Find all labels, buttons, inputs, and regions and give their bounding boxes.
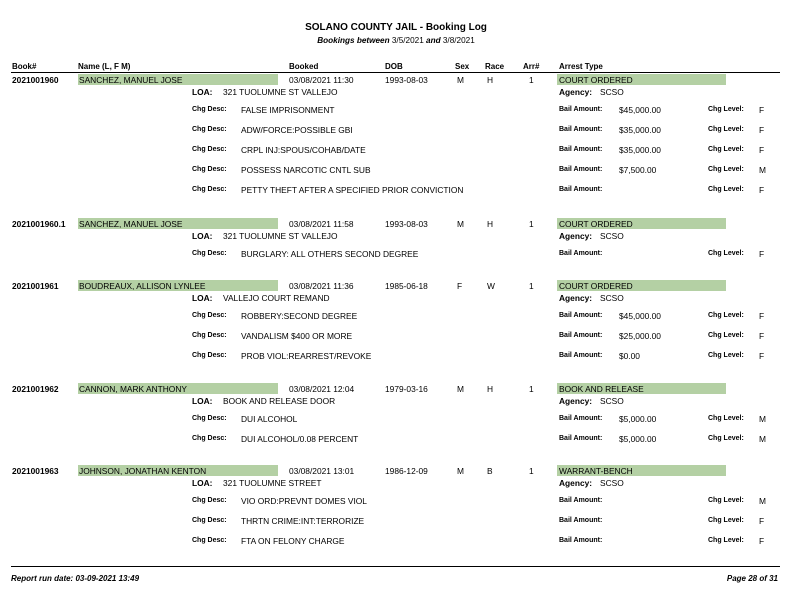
arrest-type: COURT ORDERED [559, 281, 633, 291]
chg-desc-value: DUI ALCOHOL [241, 414, 298, 424]
col-header-booked: Booked [289, 62, 319, 71]
agency-value: SCSO [600, 87, 624, 97]
footer-rule [11, 566, 780, 567]
dob: 1993-08-03 [385, 75, 428, 85]
chg-level-label: Chg Level: [708, 352, 744, 359]
inmate-name: SANCHEZ, MANUEL JOSE [79, 75, 183, 85]
chg-level-label: Chg Level: [708, 332, 744, 339]
chg-desc-value: FTA ON FELONY CHARGE [241, 536, 345, 546]
chg-level-value: F [759, 311, 765, 321]
chg-desc-value: PETTY THEFT AFTER A SPECIFIED PRIOR CONVICTION [241, 185, 464, 195]
race: W [487, 281, 495, 291]
chg-desc-value: POSSESS NARCOTIC CNTL SUB [241, 165, 371, 175]
chg-desc-value: THRTN CRIME:INT:TERRORIZE [241, 516, 365, 526]
arrest-type-highlight [557, 280, 726, 291]
arrest-type: WARRANT-BENCH [559, 466, 633, 476]
chg-desc-label: Chg Desc: [192, 250, 227, 257]
end-date: 3/8/2021 [442, 36, 475, 45]
chg-level-value: F [759, 185, 765, 195]
bail-amount-label: Bail Amount: [559, 146, 603, 153]
bail-amount-value: $5,000.00 [619, 414, 657, 424]
booked-datetime: 03/08/2021 12:04 [289, 384, 355, 394]
loa-label: LOA: [192, 231, 213, 241]
sex: M [457, 219, 464, 229]
arrest-type-highlight [557, 218, 726, 229]
chg-level-label: Chg Level: [708, 435, 744, 442]
chg-desc-value: CRPL INJ:SPOUS/COHAB/DATE [241, 145, 366, 155]
chg-level-value: F [759, 331, 765, 341]
chg-desc-value: VIO ORD:PREVNT DOMES VIOL [241, 496, 367, 506]
booked-datetime: 03/08/2021 11:36 [289, 281, 354, 291]
agency-label: Agency: [559, 396, 593, 406]
arrest-number: 1 [529, 384, 534, 394]
chg-desc-value: DUI ALCOHOL/0.08 PERCENT [241, 434, 359, 444]
chg-level-value: F [759, 105, 765, 115]
booking-record [0, 466, 792, 546]
bail-amount-value: $35,000.00 [619, 125, 661, 135]
chg-desc-label: Chg Desc: [192, 312, 227, 319]
chg-level-label: Chg Level: [708, 146, 744, 153]
arrest-type-highlight [557, 465, 726, 476]
bail-amount-value: $0.00 [619, 351, 640, 361]
bail-amount-label: Bail Amount: [559, 312, 603, 319]
chg-level-value: F [759, 249, 765, 259]
bail-amount-value: $45,000.00 [619, 311, 661, 321]
col-header-sex: Sex [455, 62, 470, 71]
sex: F [457, 281, 463, 291]
sex: M [457, 384, 464, 394]
booked-datetime: 03/08/2021 11:58 [289, 219, 354, 229]
bail-amount-value: $5,000.00 [619, 434, 657, 444]
agency-value: SCSO [600, 231, 624, 241]
bail-amount-value: $35,000.00 [619, 145, 661, 155]
loa-label: LOA: [192, 293, 213, 303]
loa-label: LOA: [192, 396, 213, 406]
bail-amount-label: Bail Amount: [559, 126, 603, 133]
race: H [487, 219, 494, 229]
bail-amount-label: Bail Amount: [559, 352, 603, 359]
chg-level-value: F [759, 536, 765, 546]
inmate-name: BOUDREAUX, ALLISON LYNLEE [79, 281, 206, 291]
chg-desc-label: Chg Desc: [192, 352, 227, 359]
report-run-date: Report run date: 03-09-2021 13:49 [11, 574, 140, 583]
arrest-number: 1 [529, 219, 534, 229]
chg-desc-label: Chg Desc: [192, 415, 227, 422]
race: H [487, 75, 494, 85]
name-highlight [78, 383, 278, 394]
agency-value: SCSO [600, 396, 624, 406]
chg-desc-label: Chg Desc: [192, 537, 227, 544]
start-date: 3/5/2021 [391, 36, 424, 45]
sex: M [457, 466, 464, 476]
chg-level-label: Chg Level: [708, 106, 744, 113]
chg-level-label: Chg Level: [708, 166, 744, 173]
chg-level-value: M [759, 165, 766, 175]
col-header-arrest-type: Arrest Type [559, 62, 603, 71]
dob: 1985-06-18 [385, 281, 428, 291]
chg-desc-label: Chg Desc: [192, 497, 227, 504]
report-subtitle [0, 36, 792, 45]
bail-amount-value: $45,000.00 [619, 105, 661, 115]
book-number: 2021001960.1 [12, 219, 66, 229]
arrest-type: BOOK AND RELEASE [559, 384, 644, 394]
chg-desc-label: Chg Desc: [192, 435, 227, 442]
loa-value: 321 TUOLUMNE ST VALLEJO [223, 231, 338, 241]
subtitle-prefix: Bookings between [317, 36, 390, 45]
chg-level-label: Chg Level: [708, 537, 744, 544]
race: H [487, 384, 494, 394]
bail-amount-label: Bail Amount: [559, 435, 603, 442]
book-number: 2021001963 [12, 466, 59, 476]
arrest-number: 1 [529, 466, 534, 476]
name-highlight [78, 218, 278, 229]
chg-level-label: Chg Level: [708, 517, 744, 524]
agency-label: Agency: [559, 293, 593, 303]
col-header-book: Book# [12, 62, 37, 71]
arrest-type-highlight [557, 74, 726, 85]
agency-label: Agency: [559, 87, 593, 97]
bail-amount-label: Bail Amount: [559, 497, 603, 504]
chg-level-value: M [759, 496, 766, 506]
col-header-race: Race [485, 62, 505, 71]
bail-amount-label: Bail Amount: [559, 186, 603, 193]
page-number: Page 28 of 31 [726, 574, 778, 583]
chg-level-label: Chg Level: [708, 186, 744, 193]
chg-level-label: Chg Level: [708, 312, 744, 319]
inmate-name: SANCHEZ, MANUEL JOSE [79, 219, 183, 229]
col-header-dob: DOB [385, 62, 403, 71]
bail-amount-label: Bail Amount: [559, 106, 603, 113]
bail-amount-value: $7,500.00 [619, 165, 657, 175]
chg-desc-label: Chg Desc: [192, 517, 227, 524]
chg-desc-label: Chg Desc: [192, 146, 227, 153]
agency-value: SCSO [600, 478, 624, 488]
and-label: and [426, 36, 441, 45]
chg-desc-value: BURGLARY: ALL OTHERS SECOND DEGREE [241, 249, 419, 259]
bail-amount-label: Bail Amount: [559, 332, 603, 339]
loa-value: 321 TUOLUMNE ST VALLEJO [223, 87, 338, 97]
dob: 1993-08-03 [385, 219, 428, 229]
sex: M [457, 75, 464, 85]
chg-level-value: M [759, 414, 766, 424]
report-title: SOLANO COUNTY JAIL - Booking Log [305, 22, 487, 33]
chg-level-value: M [759, 434, 766, 444]
dob: 1986-12-09 [385, 466, 428, 476]
bail-amount-label: Bail Amount: [559, 517, 603, 524]
chg-level-value: F [759, 125, 765, 135]
book-number: 2021001962 [12, 384, 59, 394]
name-highlight [78, 465, 278, 476]
chg-desc-value: ROBBERY:SECOND DEGREE [241, 311, 358, 321]
name-highlight [78, 74, 278, 85]
inmate-name: CANNON, MARK ANTHONY [79, 384, 187, 394]
chg-desc-value: FALSE IMPRISONMENT [241, 105, 335, 115]
chg-desc-label: Chg Desc: [192, 332, 227, 339]
chg-level-value: F [759, 351, 765, 361]
col-header-name: Name (L, F M) [78, 62, 131, 71]
chg-level-label: Chg Level: [708, 126, 744, 133]
book-number: 2021001961 [12, 281, 59, 291]
bail-amount-value: $25,000.00 [619, 331, 661, 341]
chg-desc-label: Chg Desc: [192, 106, 227, 113]
chg-desc-label: Chg Desc: [192, 126, 227, 133]
bail-amount-label: Bail Amount: [559, 415, 603, 422]
agency-label: Agency: [559, 231, 593, 241]
booking-record [0, 281, 792, 361]
agency-label: Agency: [559, 478, 593, 488]
bail-amount-label: Bail Amount: [559, 166, 603, 173]
race: B [487, 466, 493, 476]
book-number: 2021001960 [12, 75, 59, 85]
chg-desc-label: Chg Desc: [192, 166, 227, 173]
dob: 1979-03-16 [385, 384, 428, 394]
chg-level-label: Chg Level: [708, 250, 744, 257]
header-rule [11, 72, 780, 73]
loa-label: LOA: [192, 478, 213, 488]
chg-desc-value: ADW/FORCE:POSSIBLE GBI [241, 125, 353, 135]
booked-datetime: 03/08/2021 11:30 [289, 75, 354, 85]
chg-level-label: Chg Level: [708, 497, 744, 504]
col-header-arr: Arr# [523, 62, 540, 71]
arrest-type: COURT ORDERED [559, 219, 633, 229]
chg-desc-value: PROB VIOL:REARREST/REVOKE [241, 351, 372, 361]
loa-value: VALLEJO COURT REMAND [223, 293, 330, 303]
inmate-name: JOHNSON, JONATHAN KENTON [79, 466, 207, 476]
arrest-number: 1 [529, 75, 534, 85]
booking-record [0, 75, 792, 195]
chg-level-value: F [759, 516, 765, 526]
booked-datetime: 03/08/2021 13:01 [289, 466, 355, 476]
arrest-type-highlight [557, 383, 726, 394]
loa-label: LOA: [192, 87, 213, 97]
bail-amount-label: Bail Amount: [559, 537, 603, 544]
booking-record [0, 384, 792, 464]
name-highlight [78, 280, 278, 291]
agency-value: SCSO [600, 293, 624, 303]
arrest-number: 1 [529, 281, 534, 291]
chg-level-label: Chg Level: [708, 415, 744, 422]
arrest-type: COURT ORDERED [559, 75, 633, 85]
chg-level-value: F [759, 145, 765, 155]
chg-desc-value: VANDALISM $400 OR MORE [241, 331, 353, 341]
loa-value: 321 TUOLUMNE STREET [223, 478, 322, 488]
bail-amount-label: Bail Amount: [559, 250, 603, 257]
chg-desc-label: Chg Desc: [192, 186, 227, 193]
loa-value: BOOK AND RELEASE DOOR [223, 396, 336, 406]
